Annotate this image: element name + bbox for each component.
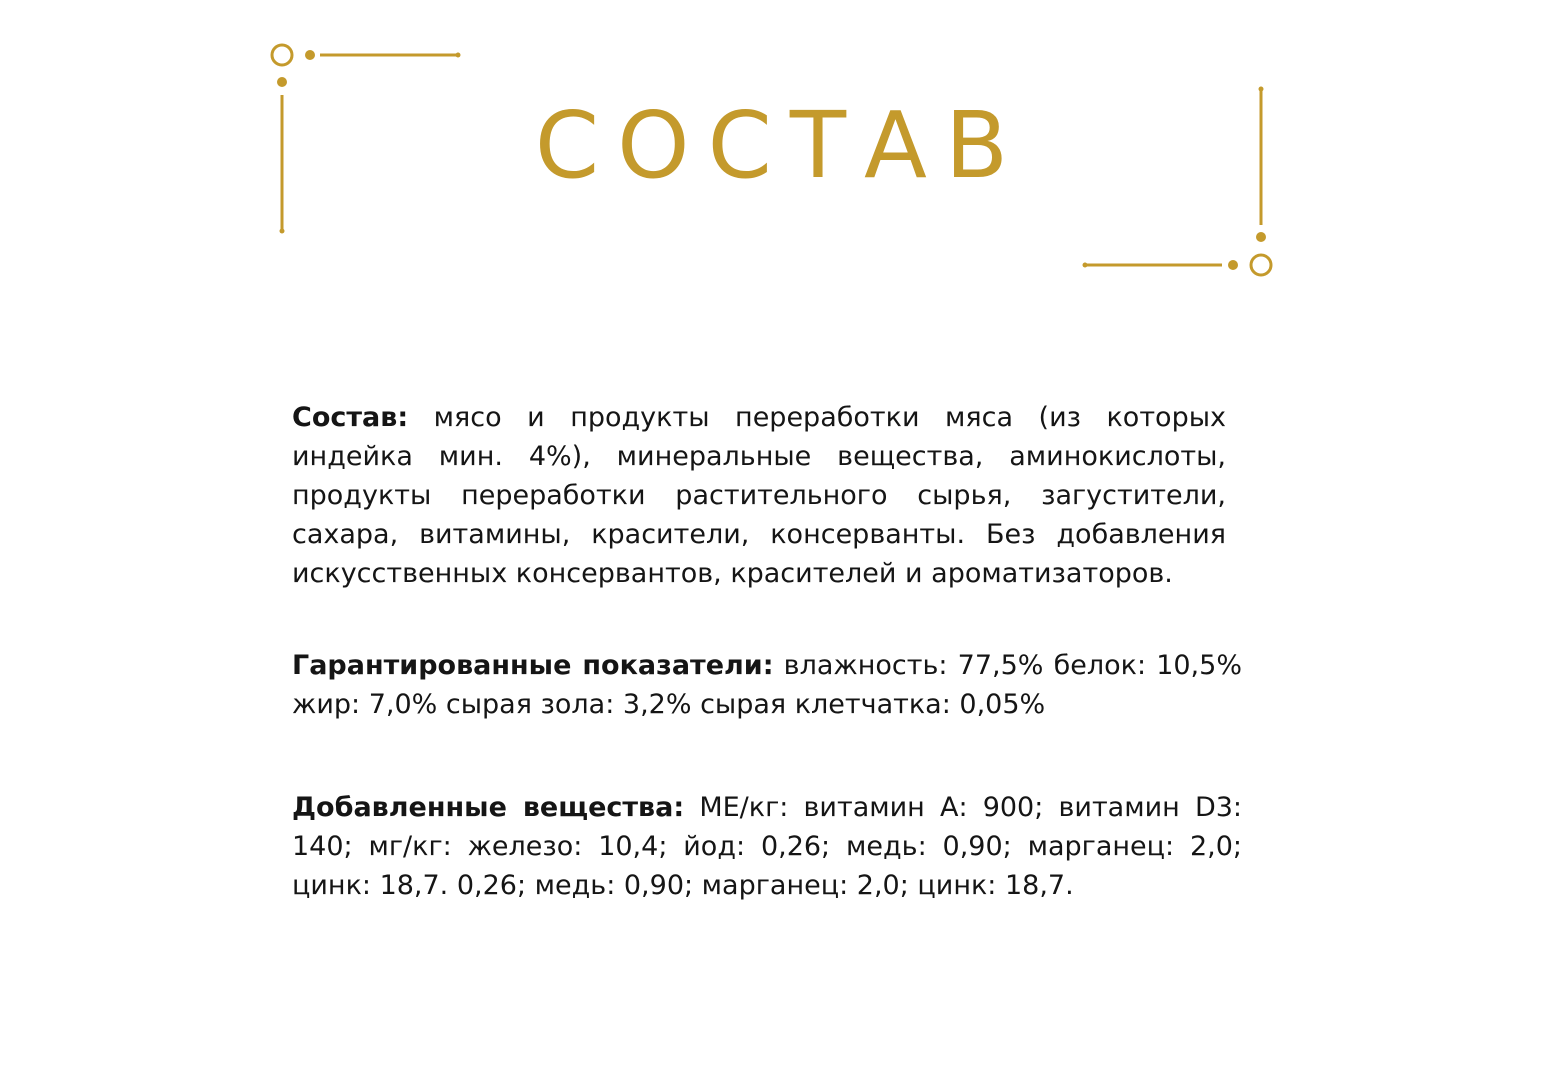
composition-paragraph: [292, 398, 1226, 593]
guaranteed-analysis-label: Гарантированные показатели:: [292, 650, 774, 681]
guaranteed-analysis-paragraph: [292, 646, 1242, 724]
guaranteed-analysis-text: влажность: 77,5% белок: 10,5% жир: 7,0% сырая зола: 3,2% сырая клетчатка: 0,05%: [292, 650, 1242, 720]
page-title: СОСТАВ: [534, 92, 1027, 199]
composition-label: Состав:: [292, 402, 409, 433]
additives-paragraph: [292, 788, 1242, 905]
additives-label: Добавленные вещества:: [292, 792, 685, 823]
additives-text: МЕ/кг: витамин А: 900; витамин D3: 140; мг/кг: железо: 10,4; йод: 0,26; медь: 0,90; марганец: 2,0; цинк: 18,7. 0,26; медь: 0,90; марганец: 2,0; цинк: 18,7.: [292, 792, 1243, 901]
composition-text: мясо и продукты переработки мяса (из которых индейка мин. 4%), минеральные вещества, аминокислоты, продукты переработки растительного сырья, загустители, сахара, витамины, красители, консерванты. Без добавления искусственных консервантов, красителей и ароматизаторов.: [292, 402, 1226, 589]
